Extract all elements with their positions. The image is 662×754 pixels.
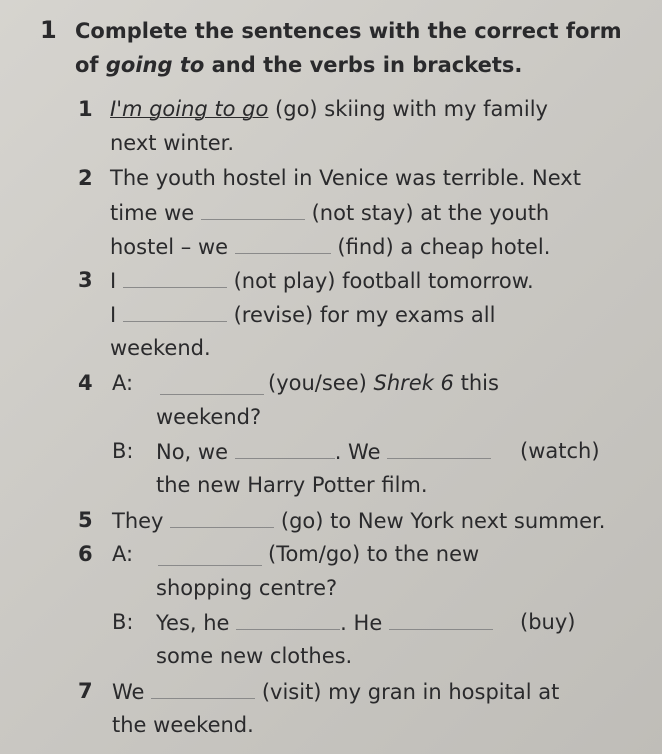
item-6-a-label: A: [112, 542, 134, 566]
item-4-b-label: B: [112, 439, 134, 463]
item-5-text-a: They [112, 509, 164, 533]
item-6-b-text-b: . He [340, 611, 383, 635]
item-7-line-2: the weekend. [112, 713, 254, 737]
item-1-text: (go) skiing with my family [268, 97, 548, 121]
item-6-b-label: B: [112, 610, 134, 634]
item-2-blank-1[interactable] [201, 199, 305, 220]
item-4-b-verb: (watch) [520, 439, 600, 463]
item-6-blank-3[interactable] [389, 609, 493, 630]
item-4-film-title: Shrek 6 [373, 371, 454, 395]
item-6-b-line-1 [156, 609, 493, 636]
item-4-a-label: A: [112, 371, 134, 395]
instruction-text-c: and the verbs in brackets. [204, 53, 523, 77]
item-3-line-1 [110, 267, 534, 294]
item-3-blank-2[interactable] [123, 301, 227, 322]
item-3-text-c: I [110, 303, 117, 327]
item-3-text-d: (revise) for my exams all [233, 303, 496, 327]
item-4-b-line-2: the new Harry Potter film. [156, 473, 428, 497]
item-2-text-d: (find) a cheap hotel. [337, 235, 551, 259]
item-1-line-1 [110, 96, 548, 122]
item-6-a-line-2: shopping centre? [156, 576, 338, 600]
item-7-text-b: (visit) my gran in hospital at [261, 680, 560, 704]
item-2-number: 2 [78, 166, 93, 190]
instruction-line-1: Complete the sentences with the correct form [75, 19, 622, 43]
item-4-a-text: (you/see) [268, 371, 367, 395]
item-6-b-line-2: some new clothes. [156, 644, 353, 668]
item-4-blank-3[interactable] [387, 438, 491, 459]
item-6-blank-1[interactable] [158, 545, 262, 566]
item-4-b-text-a: No, we [156, 440, 229, 464]
item-3-text-a: I [110, 269, 117, 293]
item-7-blank[interactable] [151, 678, 255, 699]
item-4-b-line-1 [156, 438, 491, 465]
item-3-number: 3 [78, 268, 93, 292]
item-5-line-1 [112, 507, 605, 534]
item-2-text-a: time we [110, 201, 195, 225]
item-2-line-3 [110, 233, 550, 260]
item-6-blank-2[interactable] [236, 609, 340, 630]
item-5-text-b: (go) to New York next summer. [280, 509, 606, 533]
item-4-b-text-b: . We [334, 440, 381, 464]
item-1-line-2: next winter. [110, 131, 235, 155]
item-5-number: 5 [78, 508, 93, 532]
instruction-going-to: going to [105, 53, 205, 77]
item-3-blank-1[interactable] [123, 267, 227, 288]
item-2-line-2 [110, 199, 549, 226]
item-6-b-text-a: Yes, he [156, 611, 230, 635]
item-4-blank-1[interactable] [160, 374, 264, 395]
item-7-number: 7 [78, 679, 93, 703]
item-2-text-b: (not stay) at the youth [311, 201, 550, 225]
item-1-example-answer: I'm going to go [110, 97, 269, 121]
item-4-blank-2[interactable] [235, 438, 335, 459]
item-3-line-3: weekend. [110, 336, 211, 360]
item-6-b-verb: (buy) [520, 610, 576, 634]
item-4-a-rest: this [453, 371, 499, 395]
item-7-text-a: We [112, 680, 145, 704]
item-3-line-2 [110, 301, 495, 328]
exercise-number: 1 [40, 16, 57, 44]
instruction-text-a: of [75, 53, 106, 77]
item-6-a-line-1: (Tom/go) to the new [268, 542, 480, 566]
item-3-text-b: (not play) football tomorrow. [233, 269, 534, 293]
item-2-blank-2[interactable] [235, 233, 331, 254]
item-4-a-line-1 [268, 370, 499, 396]
item-7-line-1 [112, 678, 559, 705]
item-6-number: 6 [78, 542, 93, 566]
item-4-a-line-2: weekend? [156, 405, 262, 429]
instruction-line-2 [75, 52, 522, 78]
item-5-blank[interactable] [170, 507, 274, 528]
item-2-line-1: The youth hostel in Venice was terrible. Next [110, 166, 581, 190]
item-2-text-c: hostel – we [110, 235, 229, 259]
item-1-number: 1 [78, 97, 93, 121]
item-4-number: 4 [78, 371, 93, 395]
